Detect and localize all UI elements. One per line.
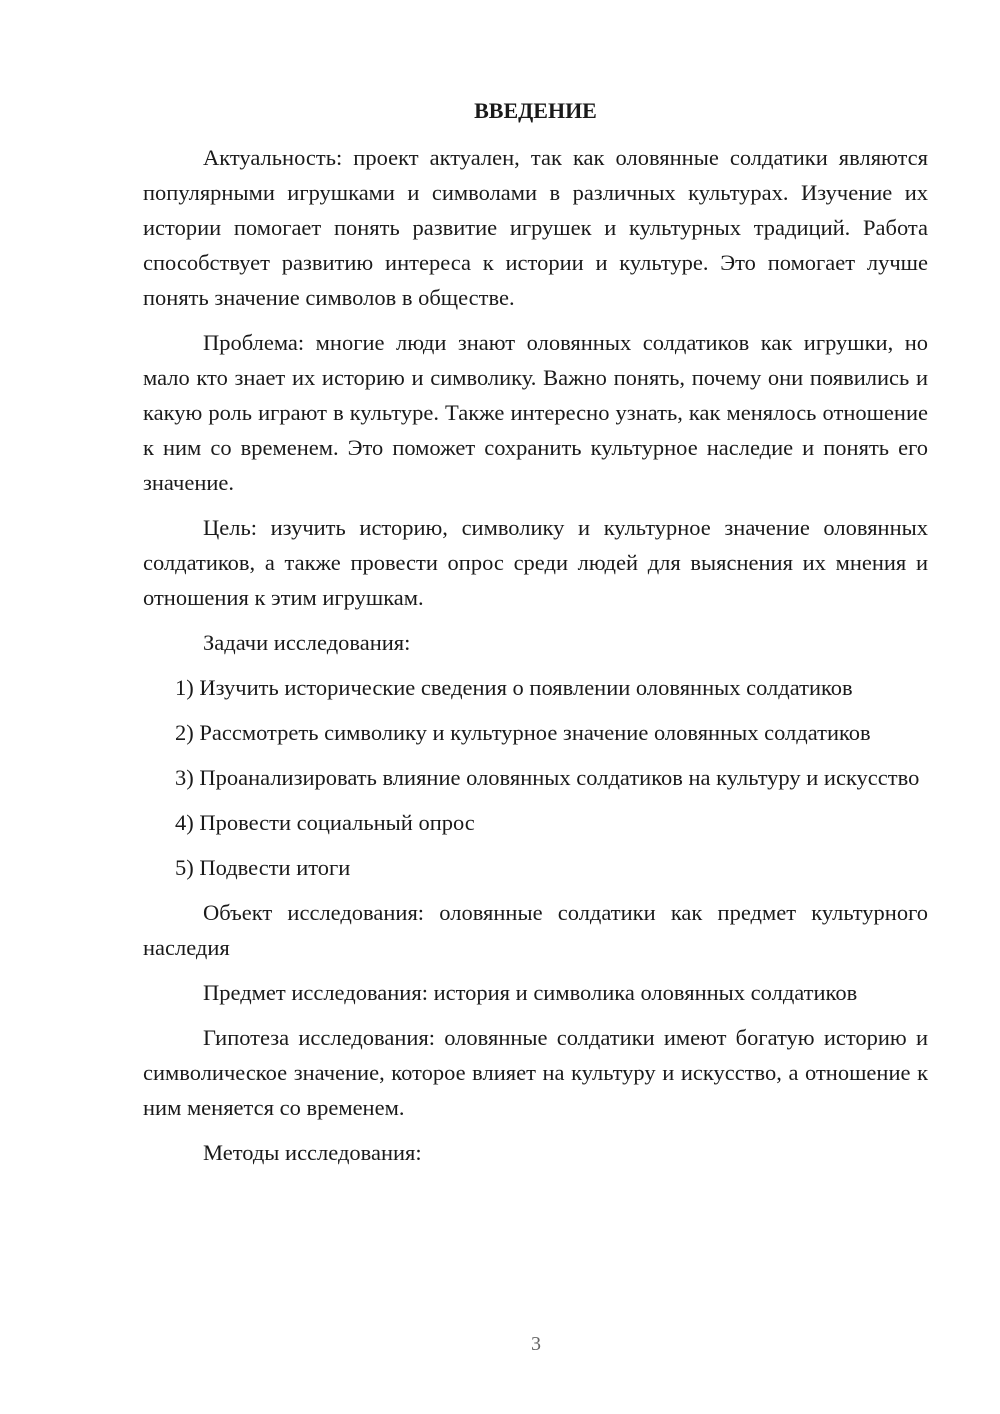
page-number: 3 [531, 1333, 541, 1355]
task-item-1: 1) Изучить исторические сведения о появлении оловянных солдатиков [175, 675, 853, 700]
hypothesis-paragraph: Гипотеза исследования: оловянные солдатики имеют богатую историю и символическое значение, которое влияет на культуру и искусство, а отношение к ним меняется со временем. [143, 1025, 928, 1120]
object-paragraph: Объект исследования: оловянные солдатики как предмет культурного наследия [143, 900, 928, 960]
section-heading: ВВЕДЕНИЕ [474, 98, 597, 123]
task-item-5: 5) Подвести итоги [175, 855, 351, 880]
problem-paragraph: Проблема: многие люди знают оловянных солдатиков как игрушки, но мало кто знает их историю и символику. Важно понять, почему они появились и какую роль играют в культуре. Также интересно узнать, как менялось отношение к ним со временем. Это поможет сохранить культурное наследие и понять его значение. [143, 330, 928, 495]
tasks-label: Задачи исследования: [203, 630, 411, 655]
task-item-3: 3) Проанализировать влияние оловянных солдатиков на культуру и искусство [175, 765, 920, 790]
document-body [143, 96, 928, 1180]
task-item-2: 2) Рассмотреть символику и культурное значение оловянных солдатиков [175, 720, 871, 745]
methods-label: Методы исследования: [203, 1140, 422, 1165]
relevance-paragraph: Актуальность: проект актуален, так как оловянные солдатики являются популярными игрушками и символами в различных культурах. Изучение их истории помогает понять развитие игрушек и культурных традиций. Работа способствует развитию интереса к истории и культуре. Это помогает лучше понять значение символов в обществе. [143, 145, 928, 310]
goal-paragraph: Цель: изучить историю, символику и культурное значение оловянных солдатиков, а также провести опрос среди людей для выяснения их мнения и отношения к этим игрушкам. [143, 515, 928, 610]
subject-paragraph: Предмет исследования: история и символика оловянных солдатиков [203, 980, 858, 1005]
task-item-4: 4) Провести социальный опрос [175, 810, 475, 835]
